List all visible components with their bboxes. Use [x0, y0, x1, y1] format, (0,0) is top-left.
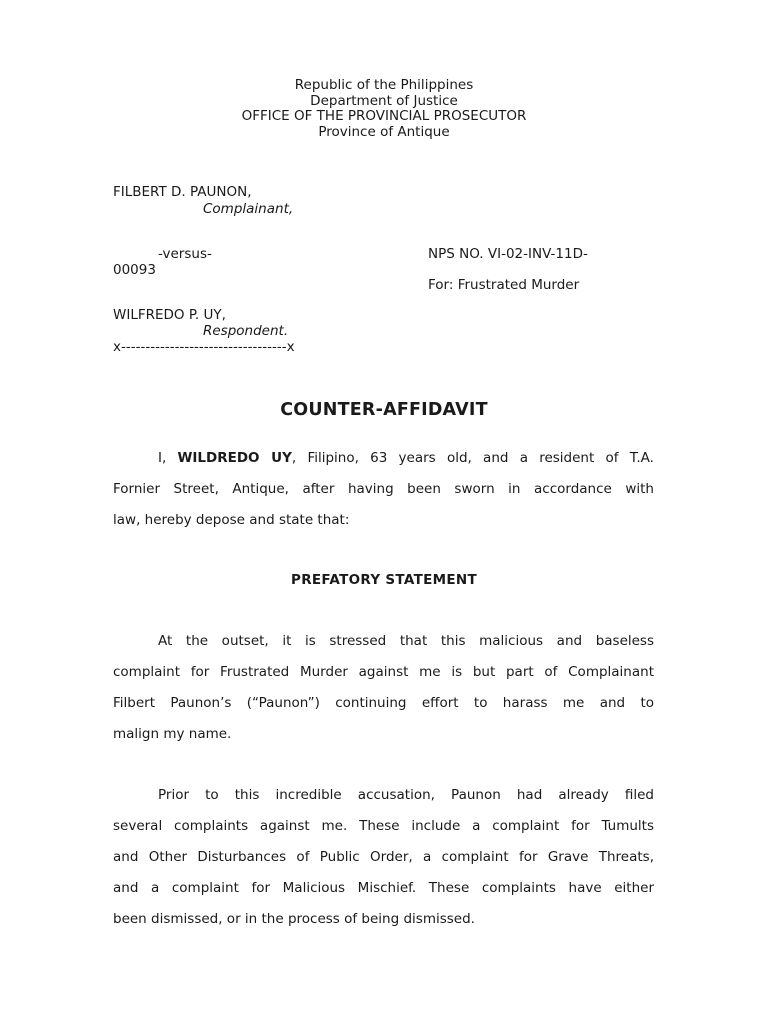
- respondent-name: WILFREDO P. UY,: [113, 307, 226, 323]
- intro-line-2: Fornier Street, Antique, after having been sworn in accordance with: [113, 481, 654, 497]
- header-province: Province of Antique: [318, 123, 450, 140]
- intro-prefix: I,: [158, 450, 178, 466]
- para1-line-4: malign my name.: [113, 726, 232, 742]
- intro-line-3: law, hereby depose and state that:: [113, 512, 350, 528]
- complainant-role: Complainant,: [203, 201, 294, 217]
- para2-line-5: been dismissed, or in the process of being dismissed.: [113, 911, 475, 927]
- case-number: NPS NO. VI-02-INV-11D-: [428, 246, 588, 262]
- header-republic: Republic of the Philippines: [294, 77, 474, 93]
- caption-divider: x----------------------------------x: [113, 339, 295, 355]
- versus-label: -versus-: [158, 246, 212, 262]
- para2-line-1: Prior to this incredible accusation, Paunon had already filed: [158, 787, 654, 803]
- paragraph-2: [113, 780, 654, 935]
- case-number-continuation: 00093: [113, 262, 156, 278]
- case-offense: For: Frustrated Murder: [428, 277, 580, 293]
- header-office: OFFICE OF THE PROVINCIAL PROSECUTOR: [241, 108, 527, 124]
- para2-line-2: several complaints against me. These include a complaint for Tumults: [113, 818, 654, 834]
- paragraph-1: [113, 626, 654, 750]
- intro-line-1-rest: , Filipino, 63 years old, and a resident of T.A.: [291, 450, 654, 466]
- affiant-name: WILDREDO UY: [177, 450, 292, 466]
- complainant-name: FILBERT D. PAUNON,: [113, 184, 252, 200]
- intro-paragraph: [113, 443, 654, 536]
- intro-line-1: [113, 443, 654, 474]
- para2-line-3: and Other Disturbances of Public Order, a complaint for Grave Threats,: [113, 849, 654, 865]
- document-header: [0, 78, 768, 140]
- para1-line-2: complaint for Frustrated Murder against me is but part of Complainant: [113, 664, 654, 680]
- para1-line-3: Filbert Paunon’s (“Paunon”) continuing effort to harass me and to: [113, 695, 654, 711]
- document-title: COUNTER-AFFIDAVIT: [280, 400, 488, 420]
- para2-line-4: and a complaint for Malicious Mischief. These complaints have either: [113, 880, 654, 896]
- header-department: Department of Justice: [310, 92, 458, 109]
- respondent-role: Respondent.: [203, 323, 289, 339]
- section-heading-prefatory: PREFATORY STATEMENT: [291, 572, 477, 588]
- para1-line-1: At the outset, it is stressed that this malicious and baseless: [158, 633, 654, 649]
